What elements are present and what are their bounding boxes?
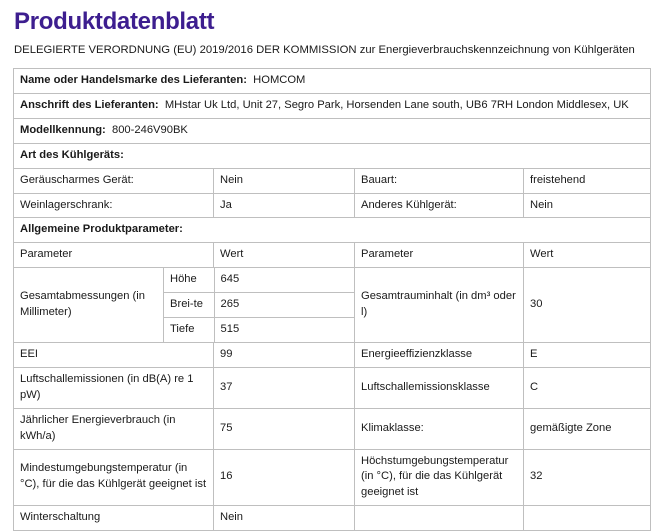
dimension-value-height: 645 <box>214 268 354 292</box>
table-row <box>14 449 651 506</box>
table-row <box>14 343 651 368</box>
param-label-climate-class: Klimaklasse: <box>355 408 524 449</box>
supplier-address-cell <box>14 93 651 118</box>
param-value-max-ambient-temp: 32 <box>524 449 651 506</box>
table-row <box>14 168 651 193</box>
table-row-general-parameters-heading <box>14 218 651 243</box>
column-header-value-right: Wert <box>524 243 651 268</box>
model-value: 800-246V90BK <box>111 123 188 136</box>
table-row-dimensions <box>14 268 651 343</box>
dimension-label-height: Höhe <box>164 268 214 292</box>
param-value-min-ambient-temp: 16 <box>214 449 355 506</box>
param-value-annual-energy: 75 <box>214 408 355 449</box>
column-header-parameter-left: Parameter <box>14 243 214 268</box>
param-value-construction: freistehend <box>524 168 651 193</box>
param-value-wine-storage: Ja <box>214 193 355 218</box>
table-row-appliance-type-heading <box>14 143 651 168</box>
general-parameters-heading: Allgemeine Produktparameter: <box>14 218 651 243</box>
param-value-empty <box>524 506 651 531</box>
supplier-name-label: Name oder Handelsmarke des Lieferanten: <box>20 74 247 87</box>
param-value-winter-setting: Nein <box>214 506 355 531</box>
param-value-energy-class: E <box>524 343 651 368</box>
param-value-noise-class: C <box>524 367 651 408</box>
param-label-other-appliance: Anderes Kühlgerät: <box>355 193 524 218</box>
dimensions-label: Gesamtabmessungen (in Millimeter) <box>14 268 164 343</box>
supplier-address-value: MHstar Uk Ltd, Unit 27, Segro Park, Horsenden Lane south, UB6 7RH London Middlesex, UK <box>164 98 629 111</box>
supplier-name-cell <box>14 69 651 94</box>
dimension-value-width: 265 <box>214 293 354 318</box>
dimensions-subtable <box>164 268 354 342</box>
supplier-address-label: Anschrift des Lieferanten: <box>20 98 159 111</box>
dimension-row-height <box>164 268 354 292</box>
dimension-label-width: Brei-te <box>164 293 214 318</box>
column-header-value-left: Wert <box>214 243 355 268</box>
table-row-supplier-name <box>14 69 651 94</box>
param-value-noise-emissions: 37 <box>214 367 355 408</box>
param-value-other-appliance: Nein <box>524 193 651 218</box>
dimensions-subtable-cell <box>164 268 355 343</box>
model-label: Modellkennung: <box>20 123 106 136</box>
table-row <box>14 408 651 449</box>
param-label-eei: EEI <box>14 343 214 368</box>
param-label-empty <box>355 506 524 531</box>
table-row-supplier-address <box>14 93 651 118</box>
model-cell <box>14 118 651 143</box>
param-label-min-ambient-temp: Mindestumgebungstemperatur (in °C), für die das Kühlgerät geeignet ist <box>14 449 214 506</box>
total-volume-label: Gesamtrauminhalt (in dm³ oder l) <box>355 268 524 343</box>
param-value-eei: 99 <box>214 343 355 368</box>
table-row-model <box>14 118 651 143</box>
param-label-noise-emissions: Luftschallemissionen (in dB(A) re 1 pW) <box>14 367 214 408</box>
dimension-row-depth <box>164 318 354 342</box>
dimension-row-width <box>164 293 354 318</box>
appliance-type-heading: Art des Kühlgeräts: <box>14 143 651 168</box>
param-label-low-noise: Geräuscharmes Gerät: <box>14 168 214 193</box>
supplier-name-value: HOMCOM <box>253 74 306 87</box>
param-label-winter-setting: Winterschaltung <box>14 506 214 531</box>
dimension-value-depth: 515 <box>220 323 240 336</box>
table-row <box>14 367 651 408</box>
total-volume-value: 30 <box>524 268 651 343</box>
param-value-low-noise: Nein <box>214 168 355 193</box>
column-header-parameter-right: Parameter <box>355 243 524 268</box>
param-label-construction: Bauart: <box>355 168 524 193</box>
table-row <box>14 506 651 531</box>
table-row-column-headers <box>14 243 651 268</box>
param-label-wine-storage: Weinlagerschrank: <box>14 193 214 218</box>
table-row <box>14 193 651 218</box>
regulation-reference: DELEGIERTE VERORDNUNG (EU) 2019/2016 DER KOMMISSION zur Energieverbrauchskennzeichnung von Kühlgeräten <box>14 43 635 56</box>
param-value-climate-class: gemäßigte Zone <box>524 408 651 449</box>
param-label-energy-class: Energieeffizienzklasse <box>355 343 524 368</box>
param-label-max-ambient-temp: Höchstumgebungstemperatur (in °C), für die das Kühlgerät geeignet ist <box>355 449 524 506</box>
param-label-annual-energy: Jährlicher Energieverbrauch (in kWh/a) <box>14 408 214 449</box>
dimension-label-depth: Tiefe <box>164 318 214 342</box>
param-label-noise-class: Luftschallemissionsklasse <box>355 367 524 408</box>
product-datasheet-table <box>13 68 651 531</box>
page-title: Produktdatenblatt <box>14 8 215 35</box>
